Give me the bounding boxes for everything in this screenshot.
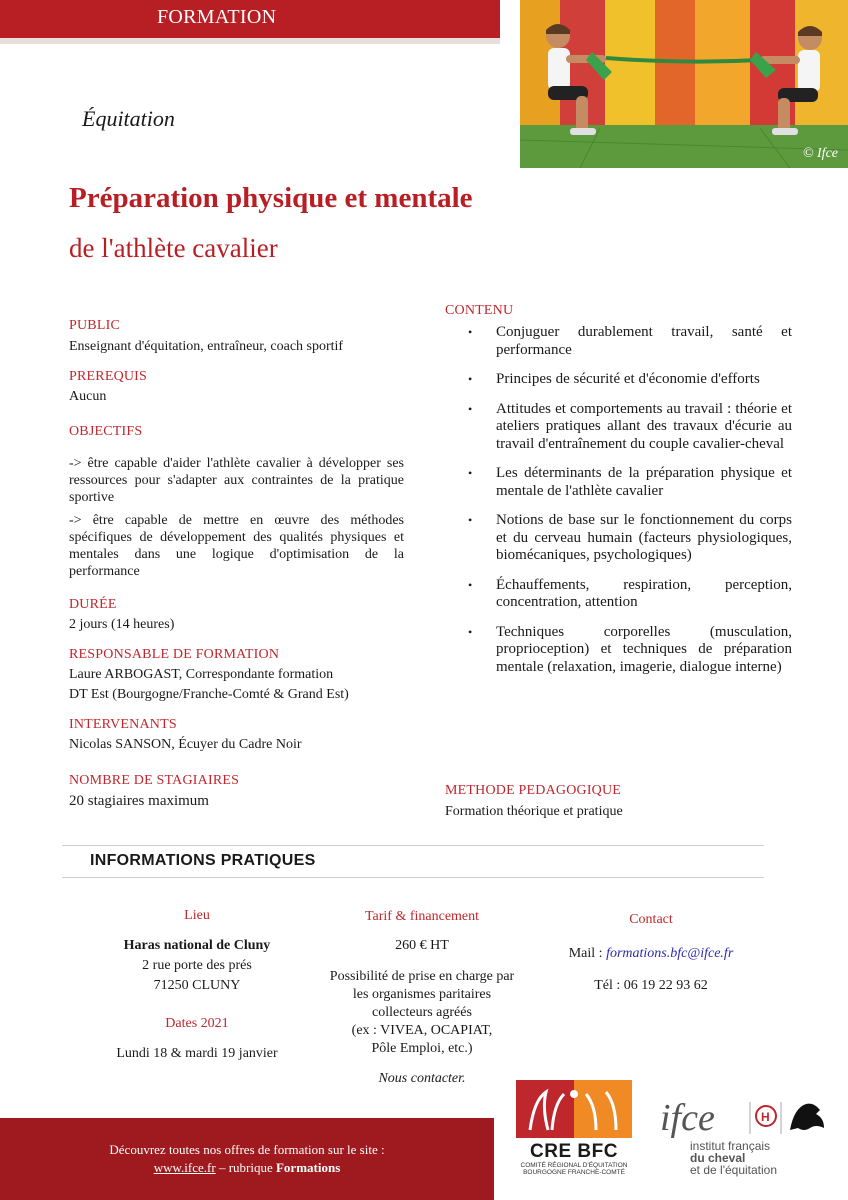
stagiaires-label: NOMBRE DE STAGIAIRES: [69, 773, 240, 788]
responsable-line-2: DT Est (Bourgogne/Franche-Comté & Grand Est): [69, 687, 349, 702]
list-item: • Échauffements, respiration, perception, concentration, attention: [468, 576, 792, 610]
cre-bfc-name: CRE BFC: [530, 1141, 618, 1162]
tarif-contact: Nous contacter.: [378, 1071, 466, 1086]
responsable-label: RESPONSABLE DE FORMATION: [69, 647, 280, 662]
formation-tag: FORMATION: [157, 6, 277, 28]
list-item: • Les déterminants de la préparation physique et mentale de l'athlète cavalier: [468, 465, 792, 499]
public-value: Enseignant d'équitation, entraîneur, coach sportif: [69, 339, 344, 354]
footer-text: [0, 1141, 494, 1177]
prerequis-value: Aucun: [69, 389, 107, 404]
tarif-line-1: Possibilité de prise en charge par: [329, 969, 515, 984]
list-item: • Principes de sécurité et d'économie d'efforts: [468, 371, 760, 387]
contact-column: [546, 910, 756, 996]
ifce-line-3: et de l'équitation: [690, 1163, 778, 1177]
footer-line-2: [0, 1159, 494, 1177]
objectifs-label: OBJECTIFS: [69, 424, 143, 439]
divider-top: [62, 845, 764, 846]
cre-sub-line-1: COMITÉ RÉGIONAL D'ÉQUITATION: [520, 1162, 628, 1169]
cre-bfc-subtitle: [516, 1162, 632, 1176]
mail-label: Mail :: [568, 946, 603, 961]
header-band-underline: [0, 38, 500, 44]
tarif-line-2: les organismes paritaires: [352, 987, 492, 1002]
contenu-list: [462, 324, 792, 688]
responsable-line-1: Laure ARBOGAST, Correspondante formation: [69, 667, 334, 682]
infos-title: INFORMATIONS PRATIQUES: [90, 852, 316, 869]
ifce-line-2: du cheval: [690, 1151, 746, 1165]
svg-text:H: H: [761, 1110, 770, 1124]
cre-sub-line-2: BOURGOGNE FRANCHE-COMTÉ: [523, 1169, 625, 1176]
lieu-label: Lieu: [184, 908, 210, 923]
divider-bottom: [62, 877, 764, 878]
objectif-2: -> être capable de mettre en œuvre des méthodes spécifiques de développement des qualités physiques et mentales dans une logique d'optimisation de la performance: [69, 513, 404, 579]
footer-rubrique: – rubrique: [215, 1160, 276, 1175]
tarif-value: 260 € HT: [395, 938, 449, 953]
intervenants-value: Nicolas SANSON, Écuyer du Cadre Noir: [69, 737, 302, 752]
stagiaires-value: 20 stagiaires maximum: [69, 793, 209, 809]
contenu-label: CONTENU: [445, 303, 514, 318]
ifce-wordmark: ifce: [660, 1097, 715, 1139]
mail-row: [546, 944, 756, 964]
methode-label: METHODE PEDAGOGIQUE: [445, 783, 622, 798]
tarif-column: [312, 908, 532, 1088]
prerequis-label: PREREQUIS: [69, 369, 148, 384]
tel-row: [546, 976, 756, 996]
methode-value: Formation théorique et pratique: [445, 804, 623, 819]
objectif-1: -> être capable d'aider l'athlète cavalier à développer ses ressources pour s'adapter aux contraintes de la pratique sportive: [69, 456, 404, 505]
duree-value: 2 jours (14 heures): [69, 617, 175, 632]
tarif-line-4: (ex : VIVEA, OCAPIAT,: [351, 1023, 493, 1038]
subject-label: Équitation: [82, 106, 175, 131]
footer-formations: Formations: [275, 1160, 341, 1175]
ifce-line-1: institut français: [690, 1139, 771, 1153]
public-label: PUBLIC: [69, 318, 120, 333]
header-photo: [520, 0, 848, 168]
footer-line-1: Découvrez toutes nos offres de formation sur le site :: [109, 1142, 385, 1157]
ifce-institute-name: [690, 1140, 777, 1176]
tel-label: Tél :: [594, 978, 621, 993]
mail-link[interactable]: formations.bfc@ifce.fr: [606, 946, 734, 961]
lieu-street: 2 rue porte des prés: [142, 958, 252, 973]
site-link[interactable]: www.ifce.fr: [153, 1160, 216, 1175]
fitness-photo-illustration: [520, 0, 848, 168]
list-item: • Notions de base sur le fonctionnement du corps et du cerveau humain (facteurs physiologiques, biomécaniques, psychologiques): [468, 512, 792, 563]
page-subtitle: de l'athlète cavalier: [69, 233, 278, 263]
list-item: • Techniques corporelles (musculation, proprioception) et techniques de préparation mentale (relaxation, imagerie, dialogue interne): [468, 623, 792, 675]
dates-label: Dates 2021: [165, 1016, 229, 1031]
intervenants-label: INTERVENANTS: [69, 717, 177, 732]
photo-credit: © Ifce: [802, 146, 838, 161]
duree-label: DURÉE: [69, 597, 117, 612]
lieu-name: Haras national de Cluny: [123, 938, 271, 953]
tel-value: 06 19 22 93 62: [623, 978, 708, 993]
contact-label: Contact: [629, 912, 673, 927]
list-item: • Attitudes et comportements au travail : théorie et ateliers pratiques allant des travaux d'écurie au travail d'entraînement du couple cavalier-cheval: [468, 400, 792, 452]
lieu-city: 71250 CLUNY: [153, 978, 241, 993]
tarif-label: Tarif & financement: [364, 909, 480, 924]
list-item: • Conjuguer durablement travail, santé et performance: [468, 324, 792, 358]
tarif-line-3: collecteurs agréés: [372, 1005, 472, 1020]
dates-value: Lundi 18 & mardi 19 janvier: [116, 1046, 278, 1061]
lieu-column: [92, 906, 302, 1064]
tarif-line-5: Pôle Emploi, etc.): [371, 1041, 473, 1056]
page-title: Préparation physique et mentale: [69, 182, 473, 214]
